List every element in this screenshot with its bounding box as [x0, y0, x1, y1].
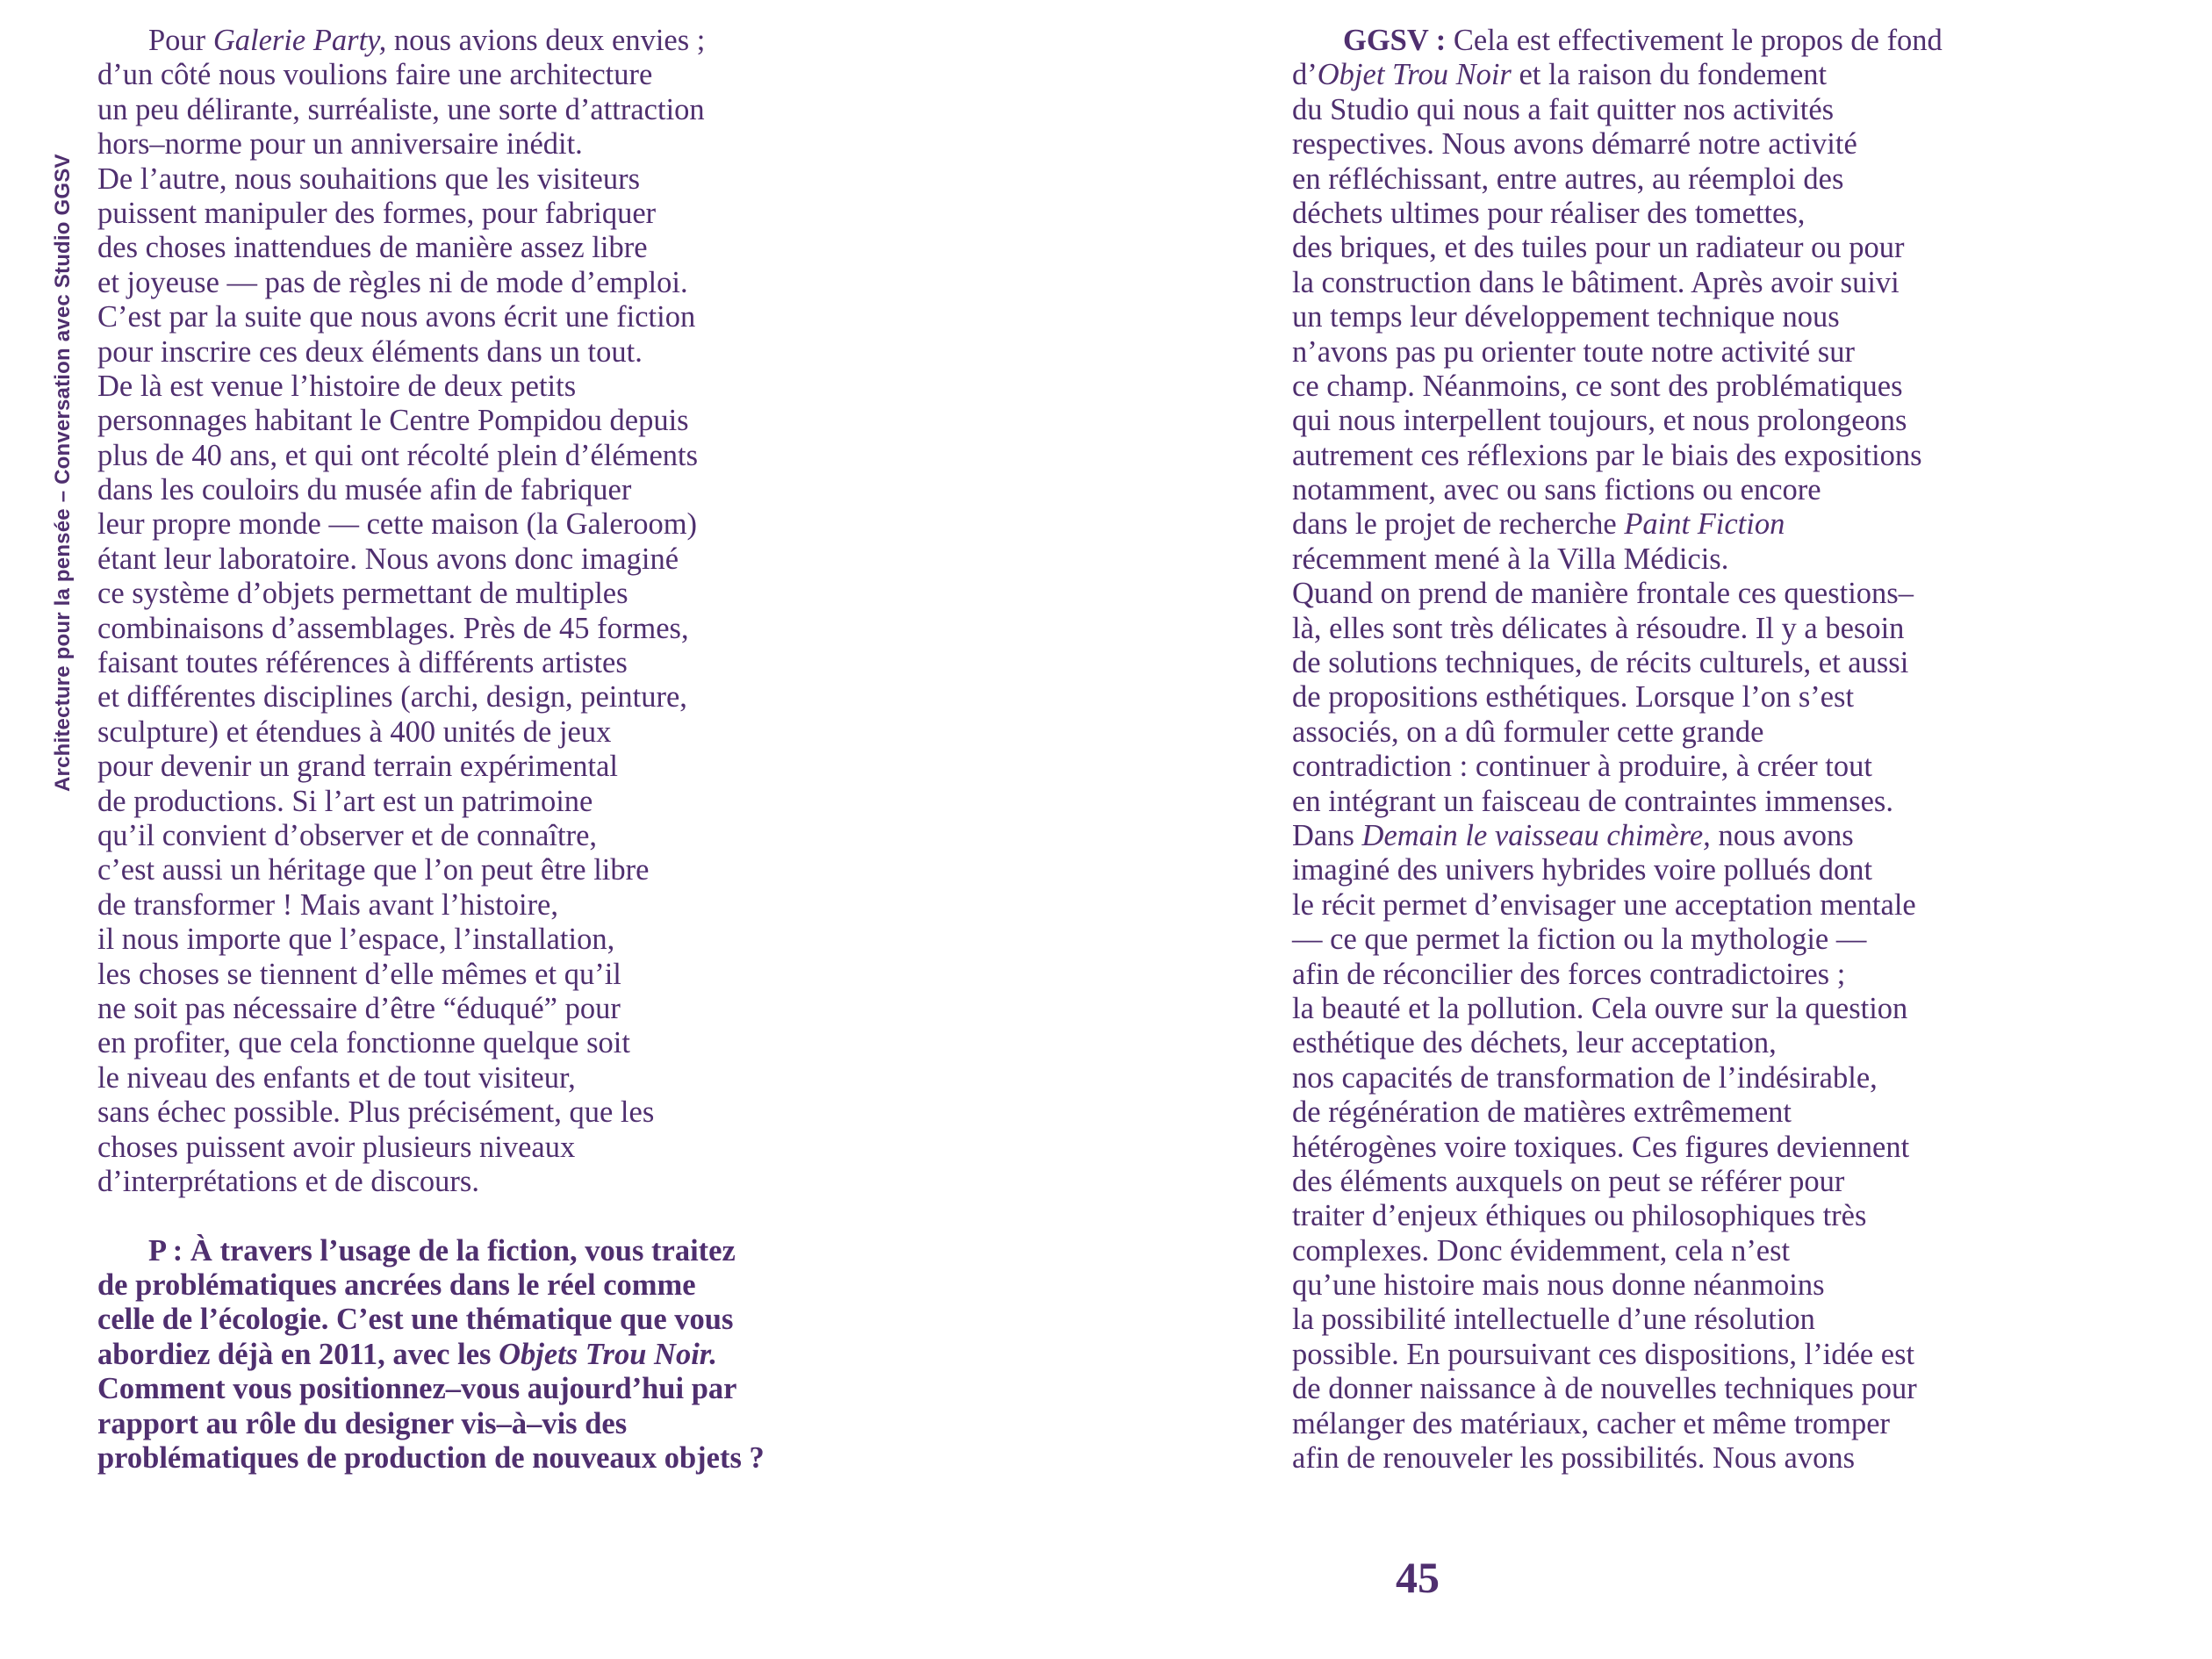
text-segment: esthétique des déchets, leur acceptation,	[1292, 1026, 1777, 1060]
text-line	[1292, 473, 2038, 507]
text-segment: de propositions esthétiques. Lorsque l’on s’est	[1292, 680, 1855, 715]
text-line	[97, 1026, 844, 1060]
text-segment: afin de réconcilier des forces contradictoires ;	[1292, 957, 1846, 991]
text-line	[1292, 300, 2038, 334]
italic-title: Objet Trou Noir	[1317, 58, 1512, 92]
text-line	[97, 335, 844, 370]
text-segment: en réfléchissant, entre autres, au réemploi des	[1292, 162, 1844, 196]
text-line	[97, 612, 844, 646]
text-segment: celle de l’écologie. C’est une thématique que vous	[97, 1303, 734, 1337]
text-line	[1292, 197, 2038, 231]
text-line	[1292, 646, 2038, 680]
text-segment: abordiez déjà en 2011, avec les	[97, 1337, 499, 1371]
text-line	[97, 197, 844, 231]
text-segment: la construction dans le bâtiment. Après avoir suivi	[1292, 265, 1900, 299]
text-segment: hétérogènes voire toxiques. Ces figures deviennent	[1292, 1130, 1910, 1164]
text-line	[97, 680, 844, 715]
text-line	[1292, 370, 2038, 404]
text-segment: complexes. Donc évidemment, cela n’est	[1292, 1233, 1791, 1268]
text-line	[97, 1095, 844, 1130]
text-segment: P : À travers l’usage de la fiction, vous traitez	[148, 1233, 736, 1268]
text-line	[97, 646, 844, 680]
text-segment: déchets ultimes pour réaliser des tomettes,	[1292, 196, 1806, 230]
text-line	[97, 888, 844, 923]
text-line	[1292, 542, 2038, 577]
text-line	[97, 473, 844, 507]
text-line	[1292, 1131, 2038, 1165]
text-segment: d’interprétations et de discours.	[97, 1164, 479, 1198]
text-line	[1292, 439, 2038, 473]
text-line	[97, 404, 844, 438]
text-line	[1292, 404, 2038, 438]
text-line	[97, 1338, 844, 1372]
text-segment: des choses inattendues de manière assez libre	[97, 231, 648, 265]
text-segment: de solutions techniques, de récits culturels, et aussi	[1292, 646, 1909, 680]
text-line	[1292, 577, 2038, 611]
text-segment: problématiques de production de nouveaux objets ?	[97, 1441, 765, 1476]
text-line	[1292, 715, 2038, 750]
text-segment: imaginé des univers hybrides voire pollués dont	[1292, 853, 1873, 887]
text-segment: puissent manipuler des formes, pour fabriquer	[97, 196, 657, 230]
text-segment: hors–norme pour un anniversaire inédit.	[97, 127, 583, 162]
text-line	[1292, 853, 2038, 887]
text-segment: et joyeuse — pas de règles ni de mode d’emploi.	[97, 265, 688, 299]
text-segment: ce champ. Néanmoins, ce sont des problématiques	[1292, 369, 1903, 403]
text-segment: Quand on prend de manière frontale ces questions–	[1292, 577, 1914, 611]
text-line	[1292, 58, 2038, 92]
text-segment: là, elles sont très délicates à résoudre. Il y a besoin	[1292, 611, 1905, 645]
text-segment: dans les couloirs du musée afin de fabriquer	[97, 473, 632, 507]
text-segment: et la raison du fondement	[1511, 58, 1828, 92]
text-line	[1292, 507, 2038, 542]
text-line	[97, 1234, 844, 1268]
text-line	[97, 507, 844, 542]
text-segment: n’avons pas pu orienter toute notre activité sur	[1292, 334, 1855, 369]
text-line	[1292, 127, 2038, 162]
interviewer-question	[97, 1234, 844, 1476]
text-segment: pour inscrire ces deux éléments dans un tout.	[97, 334, 643, 369]
text-segment: faisant toutes références à différents artistes	[97, 646, 628, 680]
text-segment: autrement ces réflexions par le biais des expositions	[1292, 438, 1922, 472]
text-line	[1292, 162, 2038, 197]
text-line	[1292, 231, 2038, 265]
text-segment: combinaisons d’assemblages. Près de 45 formes,	[97, 611, 689, 645]
text-segment: ne soit pas nécessaire d’être “éduqué” pour	[97, 991, 621, 1025]
text-segment: de donner naissance à de nouvelles techniques pour	[1292, 1372, 1917, 1406]
text-segment: De l’autre, nous souhaitions que les visiteurs	[97, 162, 641, 196]
text-segment: de transformer ! Mais avant l’histoire,	[97, 887, 558, 922]
answer-paragraph	[97, 24, 844, 1199]
text-line	[1292, 1026, 2038, 1060]
text-line	[97, 231, 844, 265]
text-segment: associés, on a dû formuler cette grande	[1292, 715, 1764, 749]
text-line	[97, 577, 844, 611]
text-segment: le niveau des enfants et de tout visiteur,	[97, 1060, 576, 1095]
text-line	[97, 1061, 844, 1095]
text-line	[97, 853, 844, 887]
text-segment: qu’il convient d’observer et de connaître,	[97, 818, 598, 852]
text-segment: sculpture) et étendues à 400 unités de jeux	[97, 715, 612, 749]
text-line	[1292, 785, 2038, 819]
text-line	[97, 24, 844, 58]
text-line	[97, 1407, 844, 1441]
text-line	[97, 1165, 844, 1199]
text-line	[1292, 1338, 2038, 1372]
text-line	[1292, 992, 2038, 1026]
text-segment: récemment mené à la Villa Médicis.	[1292, 542, 1729, 576]
text-line	[1292, 923, 2038, 957]
text-segment: c’est aussi un héritage que l’on peut être libre	[97, 853, 650, 887]
text-segment: respectives. Nous avons démarré notre activité	[1292, 127, 1857, 162]
text-segment: des briques, et des tuiles pour un radiateur ou pour	[1292, 231, 1905, 265]
text-segment: Pour	[148, 24, 213, 57]
text-segment: nos capacités de transformation de l’indésirable,	[1292, 1060, 1878, 1095]
text-segment: personnages habitant le Centre Pompidou depuis	[97, 404, 689, 438]
text-line	[1292, 266, 2038, 300]
italic-title: Demain le vaisseau chimère,	[1361, 818, 1711, 852]
text-segment: ce système d’objets permettant de multiples	[97, 577, 628, 611]
text-segment: les choses se tiennent d’elle mêmes et qu’il	[97, 957, 621, 991]
text-line	[1292, 24, 2038, 58]
text-line	[97, 300, 844, 334]
text-line	[97, 127, 844, 162]
text-segment: le récit permet d’envisager une acceptation mentale	[1292, 887, 1916, 922]
text-segment: dans le projet de recherche	[1292, 507, 1625, 542]
text-segment: choses puissent avoir plusieurs niveaux	[97, 1130, 576, 1164]
text-line	[97, 162, 844, 197]
text-segment: nous avions deux envies ;	[386, 24, 706, 57]
text-line	[1292, 1372, 2038, 1406]
text-segment: pour devenir un grand terrain expérimental	[97, 750, 618, 784]
text-line	[1292, 1061, 2038, 1095]
text-segment: Cela est effectivement le propos de fond	[1446, 24, 1943, 57]
left-column	[97, 24, 844, 1476]
text-segment: Comment vous positionnez–vous aujourd’hui par	[97, 1372, 737, 1406]
page-number: 45	[1396, 1553, 1440, 1602]
text-segment: des éléments auxquels on peut se référer pour	[1292, 1164, 1845, 1198]
text-line	[1292, 612, 2038, 646]
text-line	[1292, 680, 2038, 715]
text-segment: Dans	[1292, 818, 1362, 852]
text-line	[97, 370, 844, 404]
text-line	[1292, 819, 2038, 853]
text-segment: mélanger des matériaux, cacher et même tromper	[1292, 1406, 1891, 1440]
right-column	[1292, 24, 2038, 1476]
text-line	[1292, 1234, 2038, 1268]
text-segment: il nous importe que l’espace, l’installation,	[97, 923, 615, 957]
text-segment: en intégrant un faisceau de contraintes immenses.	[1292, 784, 1893, 818]
text-segment: un temps leur développement technique nous	[1292, 300, 1840, 334]
text-segment: qui nous interpellent toujours, et nous prolongeons	[1292, 404, 1907, 438]
text-line	[1292, 1165, 2038, 1199]
text-segment: notamment, avec ou sans fictions ou encore	[1292, 473, 1821, 507]
text-segment: leur propre monde — cette maison (la Galeroom)	[97, 507, 698, 542]
running-header: Architecture pour la pensée – Conversation avec Studio GGSV	[51, 154, 75, 792]
text-segment: rapport au rôle du designer vis–à–vis des	[97, 1406, 628, 1440]
text-line	[97, 93, 844, 127]
text-segment: étant leur laboratoire. Nous avons donc imaginé	[97, 542, 679, 576]
text-segment: la possibilité intellectuelle d’une résolution	[1292, 1303, 1815, 1337]
text-segment: De là est venue l’histoire de deux petits	[97, 369, 577, 403]
text-segment: d’	[1292, 58, 1318, 92]
text-line	[97, 958, 844, 992]
text-segment: — ce que permet la fiction ou la mythologie —	[1292, 923, 1867, 957]
text-segment: C’est par la suite que nous avons écrit une fiction	[97, 300, 696, 334]
text-segment: de problématiques ancrées dans le réel comme	[97, 1268, 696, 1303]
speaker-label: GGSV :	[1343, 24, 1447, 57]
text-segment: traiter d’enjeux éthiques ou philosophiques très	[1292, 1199, 1867, 1233]
text-line	[97, 542, 844, 577]
text-line	[1292, 750, 2038, 784]
text-line	[1292, 93, 2038, 127]
text-line	[97, 1441, 844, 1476]
text-segment: possible. En poursuivant ces dispositions, l’idée est	[1292, 1337, 1915, 1371]
text-line	[97, 1372, 844, 1406]
text-segment: la beauté et la pollution. Cela ouvre sur la question	[1292, 991, 1908, 1025]
text-line	[97, 715, 844, 750]
text-line	[1292, 1441, 2038, 1476]
text-segment: de productions. Si l’art est un patrimoine	[97, 784, 593, 818]
text-line	[1292, 1407, 2038, 1441]
text-segment: contradiction : continuer à produire, à créer tout	[1292, 750, 1872, 784]
italic-title: Galerie Party,	[212, 24, 387, 57]
text-segment: nous avons	[1710, 818, 1854, 852]
text-segment: sans échec possible. Plus précisément, que les	[97, 1095, 655, 1130]
paragraph-spacer	[97, 1199, 844, 1233]
text-line	[97, 750, 844, 784]
text-line	[1292, 335, 2038, 370]
text-line	[1292, 1303, 2038, 1337]
text-segment: qu’une histoire mais nous donne néanmoins	[1292, 1268, 1825, 1303]
italic-title: Paint Fiction	[1624, 507, 1785, 542]
text-line	[1292, 1268, 2038, 1303]
text-line	[97, 1131, 844, 1165]
text-segment: plus de 40 ans, et qui ont récolté plein d’éléments	[97, 438, 699, 472]
text-line	[1292, 888, 2038, 923]
answer-paragraph-ggsv	[1292, 24, 2038, 1476]
text-segment: et différentes disciplines (archi, design, peinture,	[97, 680, 687, 715]
text-line	[97, 992, 844, 1026]
text-line	[97, 923, 844, 957]
text-segment: de régénération de matières extrêmement	[1292, 1095, 1792, 1130]
text-line	[1292, 1095, 2038, 1130]
text-segment: afin de renouveler les possibilités. Nous avons	[1292, 1441, 1855, 1476]
italic-title: Objets Trou Noir.	[499, 1337, 717, 1371]
text-line	[97, 1268, 844, 1303]
text-line	[1292, 958, 2038, 992]
text-line	[97, 439, 844, 473]
text-segment: d’un côté nous voulions faire une architecture	[97, 58, 653, 92]
text-segment: un peu délirante, surréaliste, une sorte d’attraction	[97, 92, 705, 126]
text-line	[97, 1303, 844, 1337]
text-line	[97, 785, 844, 819]
text-line	[97, 266, 844, 300]
text-segment: en profiter, que cela fonctionne quelque soit	[97, 1026, 630, 1060]
text-line	[97, 58, 844, 92]
text-segment: du Studio qui nous a fait quitter nos activités	[1292, 92, 1835, 126]
text-line	[97, 819, 844, 853]
text-line	[1292, 1199, 2038, 1233]
